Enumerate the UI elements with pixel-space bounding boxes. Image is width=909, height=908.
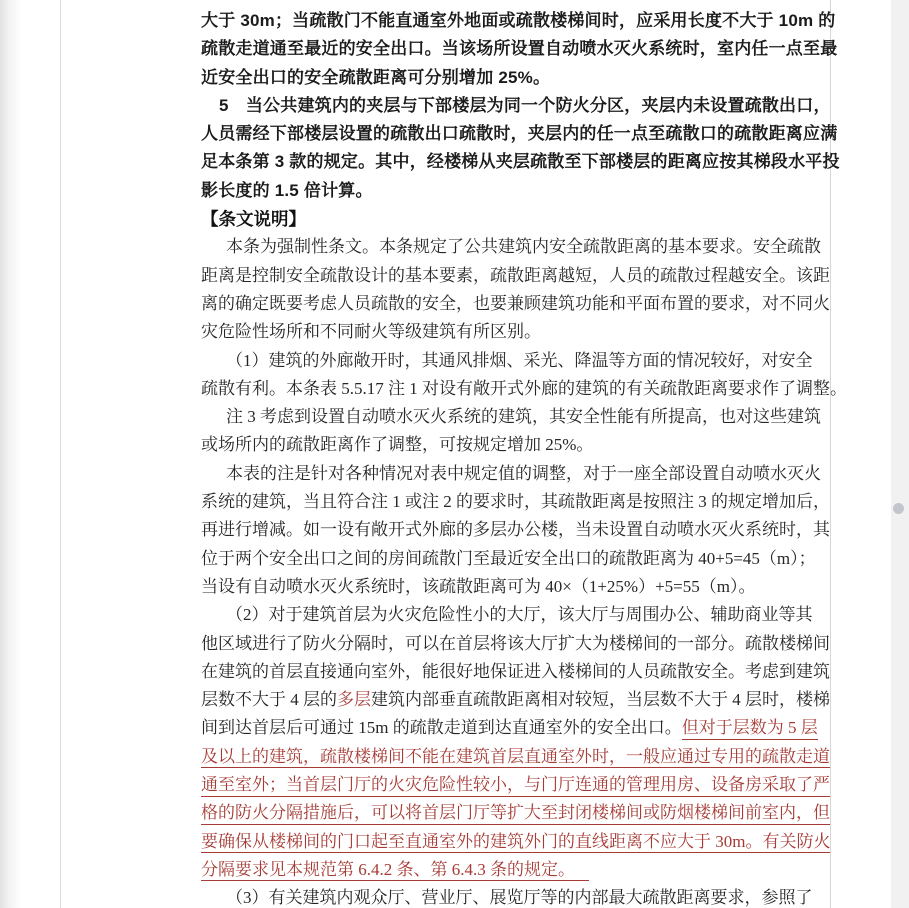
document-text xyxy=(201,7,847,908)
text-segment: （2）对于建筑首层为火灾危险性小的大厅，该大厅与周围办公、辅助商业等其 xyxy=(226,605,813,625)
text-segment: 离的确定既要考虑人员疏散的安全，也要兼顾建筑功能和平面布置的要求，对不同火 xyxy=(201,293,830,313)
text-line xyxy=(201,375,847,403)
text-line xyxy=(201,347,813,375)
text-segment: 影长度的 1.5 倍计算。 xyxy=(201,180,373,200)
document-page xyxy=(60,0,847,908)
text-line xyxy=(201,35,838,63)
text-segment: 疏散走道通至最近的安全出口。当该场所设置自动喷水灭火系统时，室内任一点至最 xyxy=(201,39,838,59)
text-segment: 距离是控制安全疏散设计的基本要素，疏散距离越短，人员的疏散过程越安全。该距 xyxy=(201,265,830,285)
text-line xyxy=(201,884,813,908)
text-line xyxy=(201,828,831,856)
text-line xyxy=(201,431,813,459)
text-segment: （1）建筑的外廊敞开时，其通风排烟、采光、降温等方面的情况较好，对安全 xyxy=(226,350,813,370)
text-line xyxy=(201,743,830,771)
text-segment: 疏散有利。本条表 5.5.17 注 1 对设有敞开式外廊的建筑的有关疏散距离要求作了调整。 xyxy=(201,378,847,398)
text-line xyxy=(201,318,813,346)
text-segment: 足本条第 3 款的规定。其中，经楼梯从夹层疏散至下部楼层的距离应按其梯段水平投 xyxy=(201,152,840,172)
text-line xyxy=(201,64,813,92)
text-segment: 再进行增减。如一设有敞开式外廊的多层办公楼，当未设置自动喷水灭火系统时，其 xyxy=(201,520,830,540)
text-line xyxy=(201,686,830,714)
text-segment: 大于 30m；当疏散门不能直通室外地面或疏散楼梯间时，应采用长度不大于 10m 的 xyxy=(201,11,836,30)
text-segment: （3）有关建筑内观众厅、营业厅、展览厅等的内部最大疏散距离要求，参照了 xyxy=(226,888,813,908)
text-segment: 建筑内部垂直疏散距离相对较短，当层数不大于 4 层时，楼梯 xyxy=(371,690,830,710)
annotated-red-text: 分隔要求见本规范第 6.4.2 条、第 6.4.3 条的规定。 xyxy=(201,860,589,882)
text-line xyxy=(201,262,830,290)
text-line xyxy=(201,714,818,742)
text-line xyxy=(201,148,840,176)
text-segment: 位于两个安全出口之间的房间疏散门至最近安全出口的疏散距离为 40+5=45（m）； xyxy=(201,548,816,568)
text-line xyxy=(201,403,821,431)
text-line xyxy=(201,92,831,120)
text-line xyxy=(201,545,816,573)
text-segment: 在建筑的首层直接通向室外，能很好地保证进入楼梯间的人员疏散安全。考虑到建筑 xyxy=(201,661,830,681)
annotated-red-text: 要确保从楼梯间的门口起至直通室外的建筑外门的直线距离不应大于 30m。有关防火 xyxy=(201,832,830,854)
text-line xyxy=(201,856,813,884)
text-segment: 他区域进行了防火分隔时，可以在首层将该大厅扩大为楼梯间的一部分。疏散楼梯间 xyxy=(201,633,830,653)
text-line xyxy=(201,488,830,516)
text-segment: 本表的注是针对各种情况对表中规定值的调整，对于一座全部设置自动喷水灭火 xyxy=(226,463,821,483)
text-line xyxy=(201,630,830,658)
text-line xyxy=(201,658,830,686)
text-segment: 灾危险性场所和不同耐火等级建筑有所区别。 xyxy=(201,322,541,342)
scrollbar-thumb[interactable] xyxy=(893,503,904,514)
text-line xyxy=(201,799,830,827)
text-line xyxy=(201,120,838,148)
annotated-red-text: 通至室外；当首层门厅的火灾危险性较小，与门厅连通的管理用房、设备房采取了严 xyxy=(201,775,830,797)
text-segment: 5 当公共建筑内的夹层与下部楼层为同一个防火分区，夹层内未设置疏散出口， xyxy=(219,95,831,115)
text-segment: 层数不大于 4 层的 xyxy=(201,690,337,710)
text-line xyxy=(201,290,830,318)
text-line xyxy=(201,460,821,488)
text-segment: 【条文说明】 xyxy=(201,209,306,230)
text-line xyxy=(201,177,813,205)
text-segment: 近安全出口的安全疏散距离可分别增加 25%。 xyxy=(201,67,551,87)
text-line xyxy=(201,573,813,601)
text-line xyxy=(201,7,836,35)
text-line xyxy=(201,601,813,629)
text-segment: 本条为强制性条文。本条规定了公共建筑内安全疏散距离的基本要求。安全疏散 xyxy=(226,237,821,257)
annotated-red-text: 但对于层数为 5 层 xyxy=(682,718,818,740)
text-line xyxy=(201,233,821,261)
scrollbar-track[interactable] xyxy=(891,0,909,908)
text-segment: 当设有自动喷水灭火系统时，该疏散距离可为 40×（1+25%）+5=55（m）。 xyxy=(201,576,756,596)
annotated-red-text: 格的防火分隔措施后，可以将首层门厅等扩大至封闭楼梯间或防烟楼梯间前室内，但 xyxy=(201,803,830,825)
text-line xyxy=(201,771,830,799)
text-segment: 或场所内的疏散距离作了调整，可按规定增加 25%。 xyxy=(201,435,594,455)
text-segment: 注 3 考虑到设置自动喷水灭火系统的建筑，其安全性能有所提高，也对这些建筑 xyxy=(226,407,821,427)
page-edge-shadow xyxy=(0,0,22,908)
annotated-red-text: 多层 xyxy=(337,690,371,710)
text-segment: 间到达首层后可通过 15m 的疏散走道到达直通室外的安全出口。 xyxy=(201,718,682,738)
text-line xyxy=(201,516,830,544)
text-line xyxy=(201,205,813,233)
text-segment: 系统的建筑，当且符合注 1 或注 2 的要求时，其疏散距离是按照注 3 的规定增加后， xyxy=(201,492,830,512)
text-segment: 人员需经下部楼层设置的疏散出口疏散时，夹层内的任一点至疏散口的疏散距离应满 xyxy=(201,124,838,144)
annotated-red-text: 及以上的建筑，疏散楼梯间不能在建筑首层直通室外时，一般应通过专用的疏散走道 xyxy=(201,747,830,769)
